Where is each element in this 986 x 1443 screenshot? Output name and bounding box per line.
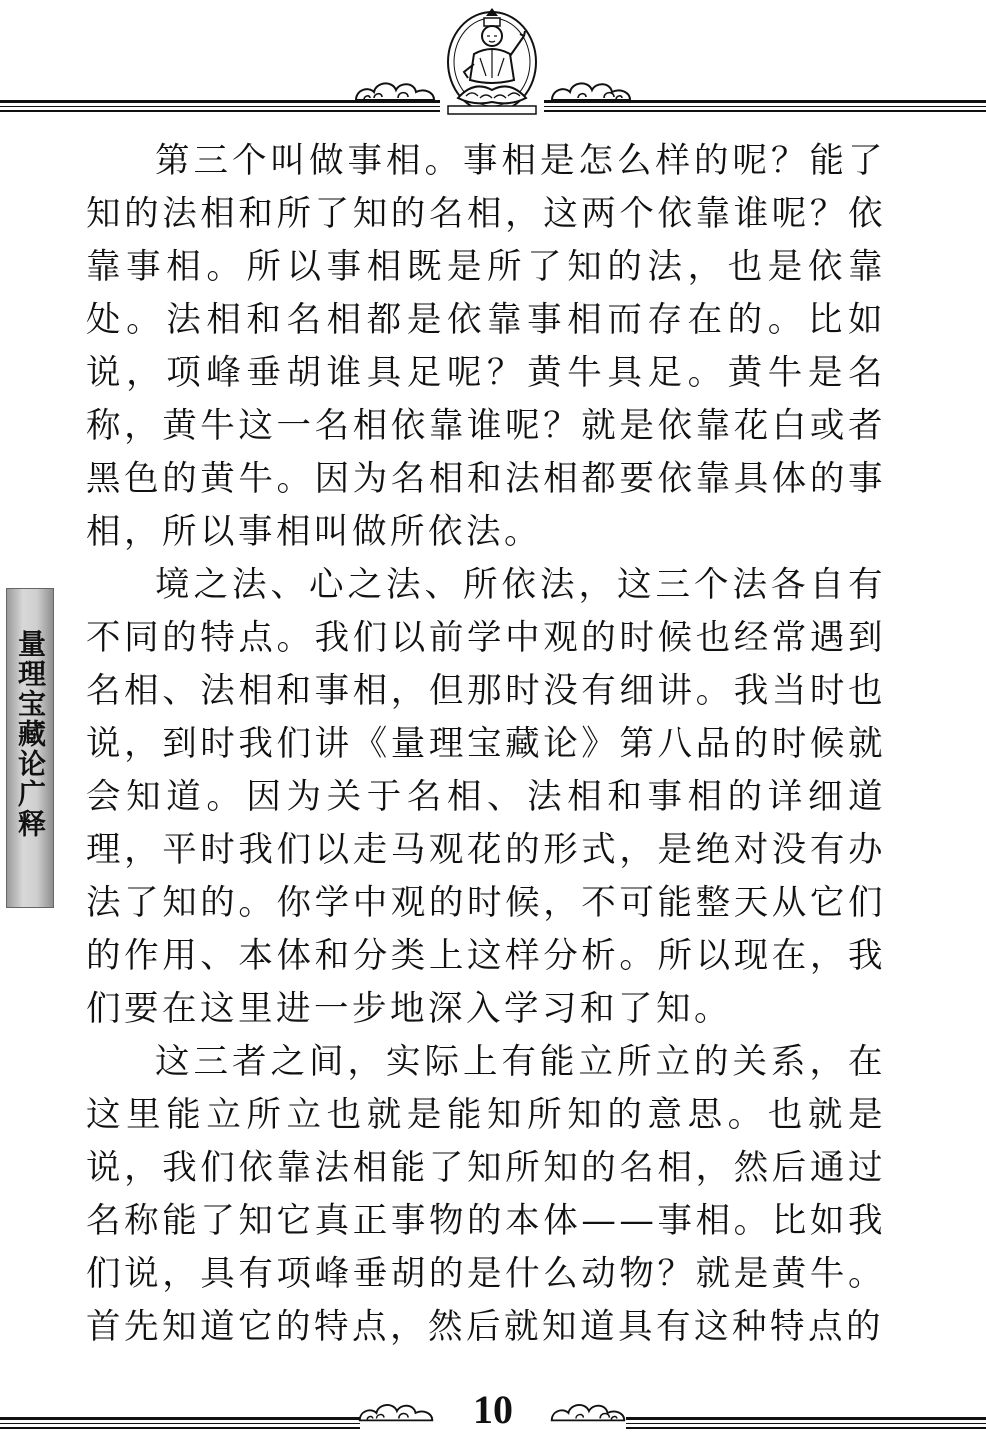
header-rule-left-thin (0, 106, 440, 107)
cloud-scroll-icon (352, 78, 438, 104)
footer-rule-left-thick (0, 1417, 360, 1420)
deity-figure-icon (440, 6, 544, 118)
cloud-scroll-icon (548, 1398, 628, 1426)
footer-rule-right-thick (626, 1417, 986, 1420)
header-rule-right-base (544, 110, 986, 112)
header-rule-left-base (0, 110, 440, 112)
paragraph-1: 第三个叫做事相。事相是怎么样的呢？能了知的法相和所了知的名相，这两个依靠谁呢？依靠事相。所以事相既是所了知的法，也是依靠处。法相和名相都是依靠事相而存在的。比如说，项峰垂胡谁具足呢？黄牛具足。黄牛是名称，黄牛这一名相依靠谁呢？就是依靠花白或者黑色的黄牛。因为名相和法相都要依靠具体的事相，所以事相叫做所依法。 (86, 141, 886, 552)
book-title: 量理宝藏论广释 (14, 629, 47, 839)
header-rule-right-thin (544, 106, 986, 107)
paragraph-2: 境之法、心之法、所依法，这三个法各自有不同的特点。我们以前学中观的时候也经常遇到名相、法相和事相，但那时没有细讲。我当时也说，到时我们讲《量理宝藏论》第八品的时候就会知道。因为关于名相、法相和事相的详细道理，平时我们以走马观花的形式，是绝对没有办法了知的。你学中观的时候，不可能整天从它们的作用、本体和分类上这样分析。所以现在，我们要在这里进一步地深入学习和了知。 (86, 565, 886, 1029)
footer-rule-left-thin (0, 1423, 360, 1424)
paragraph-3: 这三者之间，实际上有能立所立的关系，在这里能立所立也就是能知所知的意思。也就是说，我们依靠法相能了知所知的名相，然后通过名称能了知它真正事物的本体——事相。比如我们说，具有项峰垂胡的是什么动物？就是黄牛。首先知道它的特点，然后就知道具有这种特点的 (86, 1042, 886, 1347)
footer-rule-right-base (626, 1427, 986, 1429)
body-text (86, 135, 886, 1354)
page-number: 10 (473, 1387, 513, 1432)
cloud-scroll-icon (356, 1398, 436, 1426)
page-header (0, 0, 986, 125)
side-title-tab (6, 588, 54, 908)
footer-rule-left-base (0, 1427, 360, 1429)
cloud-scroll-icon (548, 78, 634, 104)
footer-rule-right-thin (626, 1423, 986, 1424)
